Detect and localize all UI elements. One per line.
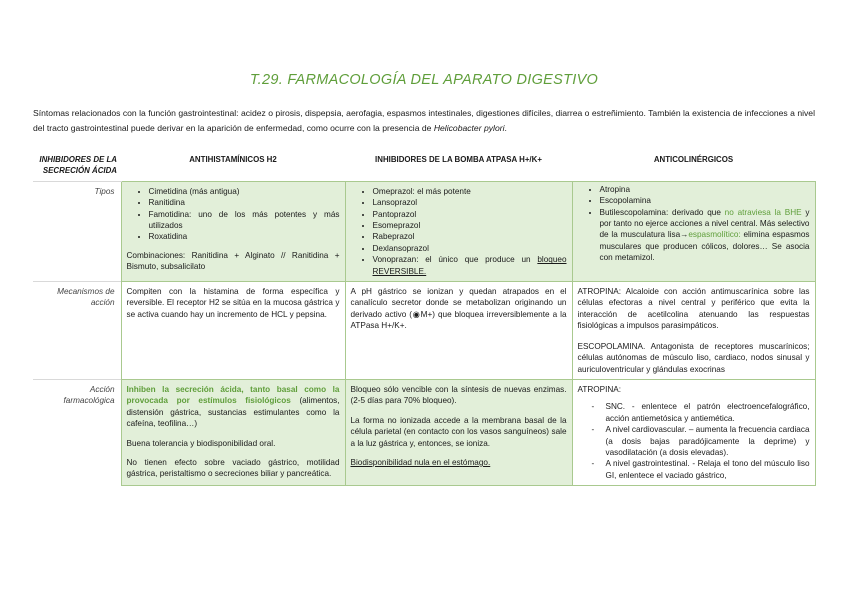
list-item: • Pantoprazol (373, 209, 567, 220)
list-atropina-effects (578, 401, 810, 481)
accion-h2-rest: (alimentos, distensión gástrica, sustancias estimulantes como la cafeína, teofilina…) (126, 396, 340, 429)
table-row-mecanismos (33, 282, 815, 380)
corner-header: INHIBIDORES DE LA SECRECIÓN ÁCIDA (39, 155, 117, 176)
list-item: • Famotidina: uno de los más potentes y más utilizados (149, 209, 340, 232)
drug-table (33, 150, 816, 486)
row-label-mecanismos: Mecanismos de acción (33, 282, 121, 380)
intro-paragraph (33, 106, 815, 136)
list-item: • Rabeprazol (373, 231, 567, 242)
header-ibp: INHIBIDORES DE LA BOMBA ATPASA H+/K+ (375, 155, 542, 164)
page-title: T.29. FARMACOLOGÍA DEL APARATO DIGESTIVO (249, 72, 599, 88)
vonoprazan-reversible: bloqueo REVERSIBLE. (372, 255, 567, 276)
intro-end: . (504, 123, 507, 133)
mecanismo-escopolamina-text: ESCOPOLAMINA. Antagonista de receptores muscarínicos; células autónomas de músculo liso, cardiaco, nodos sinusal y auriculoventricular y glándulas exocrinas (577, 341, 810, 374)
list-ibp-types (351, 186, 567, 277)
cell-accion-anti (572, 379, 815, 485)
intro-species: Helicobacter pylori (433, 123, 505, 133)
accion-h2-p3: No tienen efecto sobre vaciado gástrico, motilidad gástrica, peristaltismo o secreciones biliar y pancreática. (126, 457, 340, 479)
arrow-icon: → (680, 230, 689, 240)
accion-ibp-p3: Biodisponibilidad nula en el estómago. (350, 457, 491, 467)
list-item (373, 254, 567, 277)
list-anti-types (578, 184, 810, 264)
intro-text: Síntomas relacionados con la función gastrointestinal: acidez o pirosis, dispepsia, aerofagia, espasmos intestinales, digestiones difíciles, diarrea o estreñimiento. También la existencia de infecciones a nivel del tracto gastrointestinal puede derivar en la aparición de enfermedad, como ocurre con la presencia de (33, 108, 815, 133)
list-item: • Lansoprazol (373, 197, 567, 208)
butil-text-b: y por tanto no ejerce acciones a nivel central. Más selectivo de la musculatura lisa (599, 207, 810, 240)
cell-mecanismos-ibp (345, 282, 572, 380)
butil-text-a: Butilescopolamina: derivado que (599, 207, 721, 217)
vonoprazan-text: Vonoprazan: el único que produce un (372, 255, 531, 265)
accion-ibp-p1: Bloqueo sólo vencible con la síntesis de nuevas enzimas. (2-5 días para 70% bloqueo). (350, 384, 567, 406)
list-item: • Roxatidina (149, 231, 340, 242)
accion-h2-p1 (127, 384, 340, 430)
cell-tipos-ibp (345, 181, 572, 281)
table-row-tipos (33, 181, 815, 281)
list-item: - A nivel gastrointestinal. - Relaja el tono del músculo liso GI, enlentece el vaciado gástrico, (606, 458, 810, 481)
list-item: • Escopolamina (600, 195, 810, 206)
cell-tipos-h2 (121, 181, 345, 281)
table-header-row (33, 150, 815, 181)
list-item (600, 207, 810, 264)
mecanismo-ibp-text: A pH gástrico se ionizan y quedan atrapados en el canalículo secretor donde se metabolizan originando un derivado activo (◉M+) que bloquea irreversiblemente a la ATPasa H+/K+. (350, 287, 567, 331)
accion-h2-highlight: Inhiben la secreción ácida, tanto basal como la provocada por estímulos fisiológicos (126, 384, 340, 406)
list-item: • Esomeprazol (373, 220, 567, 231)
cell-tipos-anti (572, 181, 815, 281)
header-anticolinergicos: ANTICOLINÉRGICOS (653, 155, 734, 164)
header-h2: ANTIHISTAMÍNICOS H2 (189, 155, 277, 164)
cell-mecanismos-anti (572, 282, 815, 380)
accion-ibp-p2: La forma no ionizada accede a la membrana basal de la célula parietal (en contacto con los vasos sanguíneos) sale a la luz gástrica y, entonces, se ioniza. (350, 415, 567, 448)
cell-mecanismos-h2 (121, 282, 345, 380)
row-label-accion: Acción farmacológica (33, 379, 121, 485)
list-item: • Atropina (600, 184, 810, 195)
mecanismo-h2-text: Compiten con la histamina de forma específica y reversible. El receptor H2 se sitúa en la mucosa gástrica y se activa cuando hay un incremento de HCL y pepsina. (126, 287, 340, 319)
butil-bhe-highlight: no atraviesa la BHE (724, 207, 802, 217)
list-h2-types (127, 186, 340, 243)
butil-text-c: elimina espasmos musculares que producen cólicos, dolores… Se asocia con metamizol. (599, 230, 810, 263)
list-item: • Omeprazol: el más potente (373, 186, 567, 197)
list-item: - A nivel cardiovascular. – aumenta la frecuencia cardiaca (a dosis bajas paradójicamente la deprime) y vasodilatación (a dosis elevadas). (606, 424, 810, 458)
cell-accion-h2 (121, 379, 345, 485)
row-label-tipos: Tipos (33, 181, 121, 281)
table-row-accion (33, 379, 815, 485)
cell-accion-ibp (345, 379, 572, 485)
mecanismo-atropina-text: ATROPINA: Alcaloide con acción antimuscarínica sobre las células efectoras a nivel central y periférico que evita la interacción de acetilcolina atenuando las respuestas fisiológicas a impulsos parasimpáticos. (577, 287, 810, 331)
h2-combinaciones: Combinaciones: Ranitidina + Alginato // Ranitidina + Bismuto, subsalicilato (126, 250, 340, 272)
list-item: • Cimetidina (más antigua) (149, 186, 340, 197)
list-item: • Ranitidina (149, 197, 340, 208)
espasmolitico-highlight: espasmolítico: (688, 230, 741, 240)
accion-atropina-head: ATROPINA: (577, 384, 622, 394)
list-item: • Dexlansoprazol (373, 243, 567, 254)
accion-h2-p2: Buena tolerancia y biodisponibilidad oral. (126, 438, 276, 448)
list-item: - SNC. - enlentece el patrón electroencefalográfico, acción antiemetósica y antiemética. (606, 401, 810, 424)
